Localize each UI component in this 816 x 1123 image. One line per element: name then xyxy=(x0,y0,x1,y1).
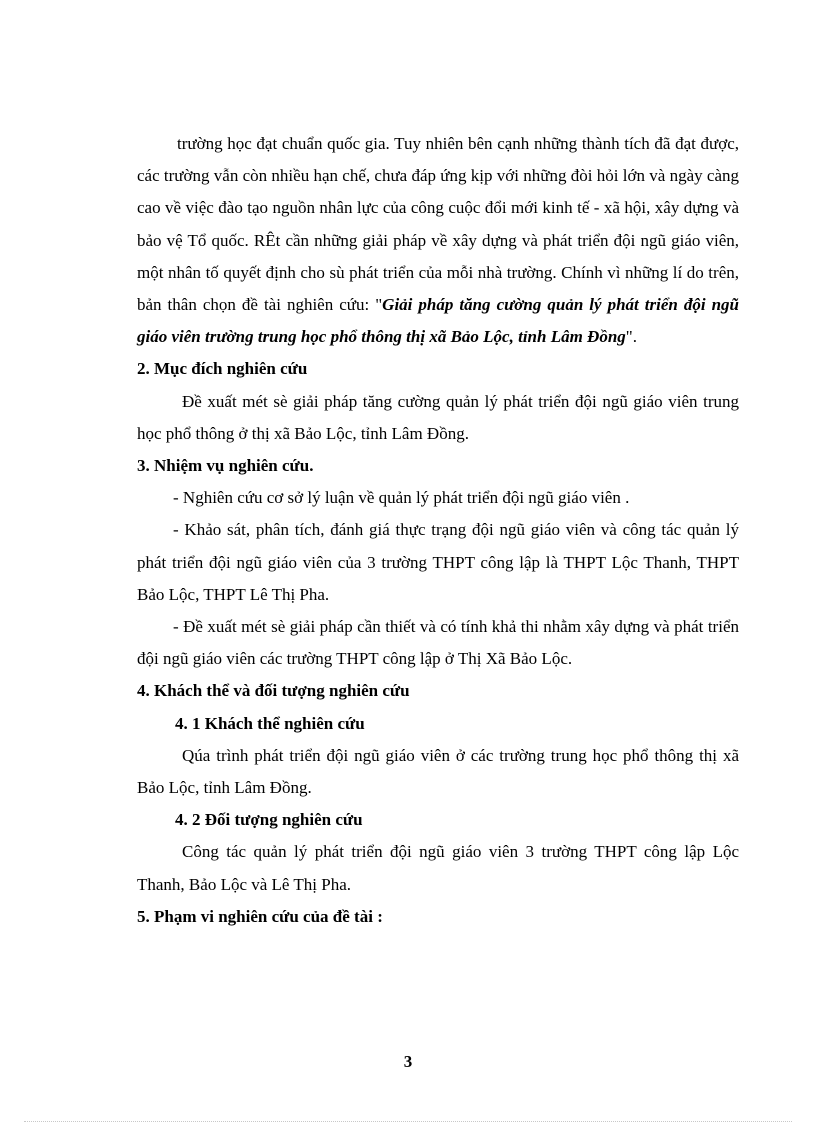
intro-paragraph xyxy=(137,128,739,353)
section-4-2-body: Công tác quản lý phát triển đội ngũ giáo viên 3 trường THPT công lập Lộc Thanh, Bảo Lộc và Lê Thị Pha. xyxy=(137,842,739,894)
section-2-body: Đề xuất mét sè giải pháp tăng cường quản lý phát triển đội ngũ giáo viên trung học phổ thông ở thị xã Bảo Lộc, tỉnh Lâm Đồng. xyxy=(137,391,739,443)
section-4-heading: 4. Khách thể và đối tượng nghiên cứu xyxy=(137,681,410,701)
page-number: 3 xyxy=(403,1052,413,1071)
section-2-heading: 2. Mục đích nghiên cứu xyxy=(137,359,308,379)
section-5-heading: 5. Phạm vi nghiên cứu của đề tài : xyxy=(137,906,383,926)
intro-text: trường học đạt chuẩn quốc gia. Tuy nhiên bên cạnh những thành tích đã đạt được, các trường vẫn còn nhiều hạn chế, chưa đáp ứng kịp với những đòi hỏi lớn và ngày càng cao về việc đào tạo nguồn nhân lực của công cuộc đổi mới kinh tế - xã hội, xây dựng và bảo vệ Tổ quốc. RÊt cần những giải pháp về xây dựng và phát triển đội ngũ giáo viên, một nhân tố quyết định cho sù phát triển của mỗi nhà trường. Chính vì những lí do trên, bản thân chọn đề tài nghiên cứu: " xyxy=(137,134,739,315)
section-3-heading: 3. Nhiệm vụ nghiên cứu. xyxy=(137,456,314,476)
section-4-2-heading: 4. 2 Đối tượng nghiên cứu xyxy=(175,810,363,830)
thesis-title: Giải pháp tăng cường quản lý phát triển đội ngũ giáo viên trường trung học phổ thông thị xã Bảo Lộc, tỉnh Lâm Đồng xyxy=(137,295,739,347)
section-4-1-heading: 4. 1 Khách thể nghiên cứu xyxy=(175,713,365,733)
page-bottom-divider xyxy=(24,1121,792,1122)
page-body xyxy=(137,128,739,933)
section-3-item-1: - Nghiên cứu cơ sở lý luận về quản lý phát triển đội ngũ giáo viên . xyxy=(173,488,630,508)
section-3-item-3: - Đề xuất mét sè giải pháp cần thiết và có tính khả thi nhằm xây dựng và phát triển đội ngũ giáo viên các trường THPT công lập ở Thị Xã Bảo Lộc. xyxy=(137,617,739,669)
section-4-1-body: Qúa trình phát triển đội ngũ giáo viên ở các trường trung học phổ thông thị xã Bảo Lộc, tỉnh Lâm Đồng. xyxy=(137,745,739,798)
intro-end: ". xyxy=(625,327,637,347)
section-3-item-2: - Khảo sát, phân tích, đánh giá thực trạng đội ngũ giáo viên và công tác quản lý phát triển đội ngũ giáo viên của 3 trường THPT công lập là THPT Lộc Thanh, THPT Bảo Lộc, THPT Lê Thị Pha. xyxy=(137,520,739,604)
